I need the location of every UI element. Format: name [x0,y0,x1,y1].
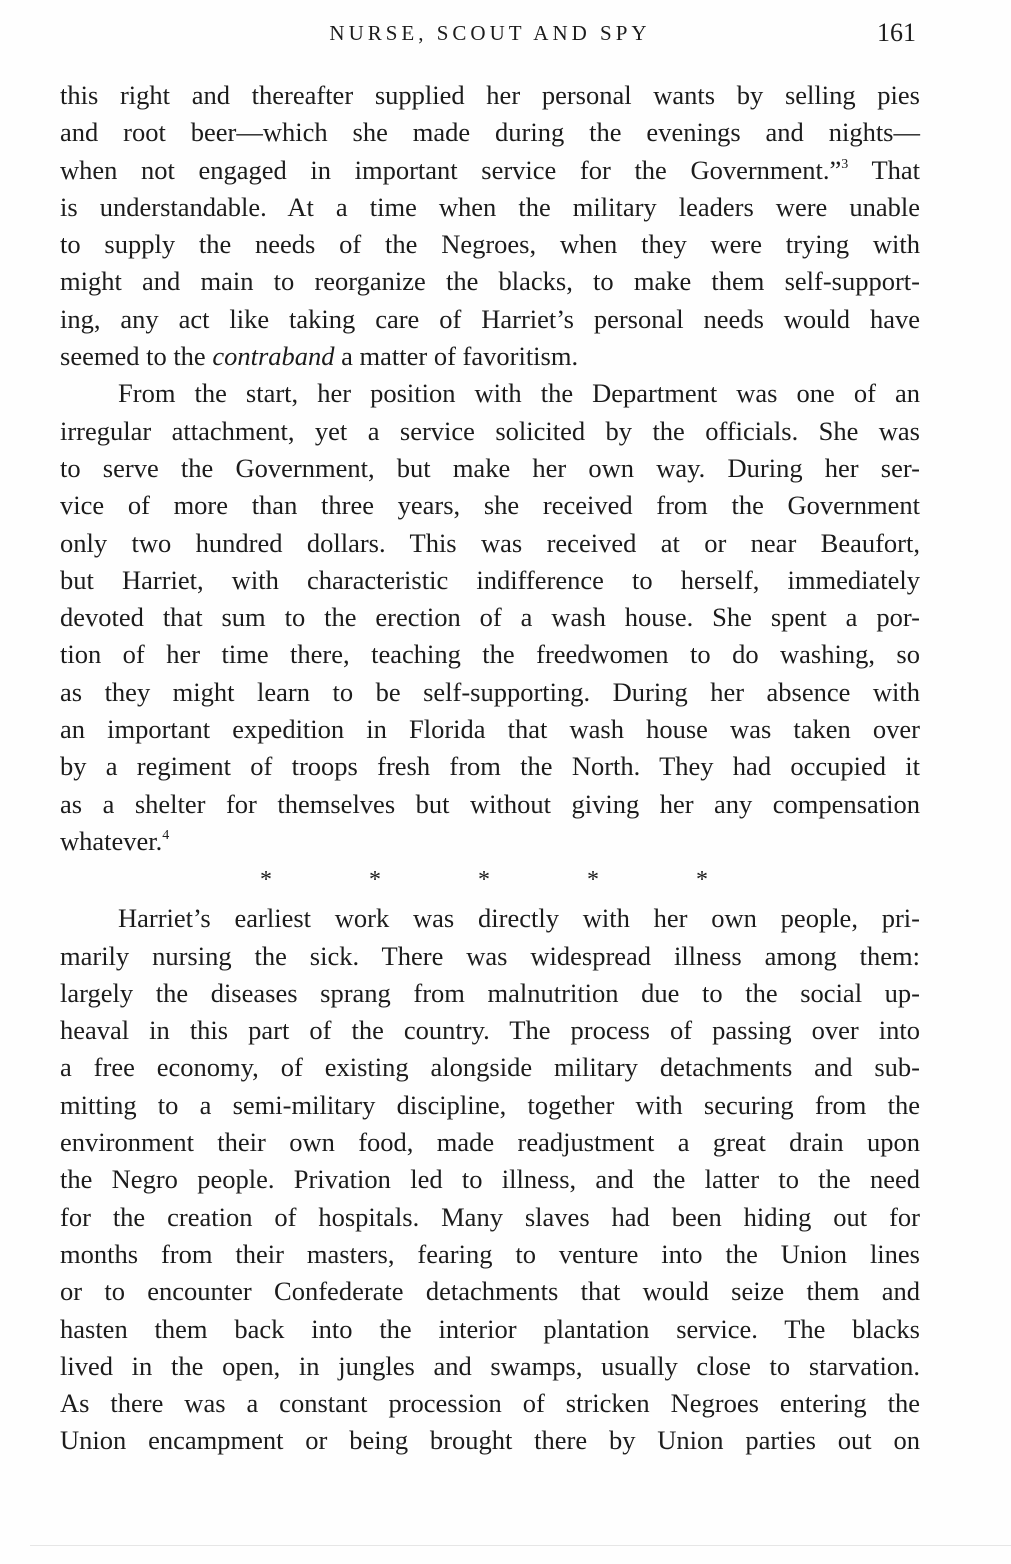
text-line: vice of more than three years, she received from the Government [60,490,920,521]
text-run: when not engaged in important service for the Government.” [60,154,842,185]
text-line: months from their masters, fearing to venture into the Union lines [60,1238,920,1269]
paragraph-2 [60,375,920,860]
text-line: an important expedition in Florida that wash house was taken over [60,714,920,745]
text-line: From the start, her position with the Department was one of an [118,378,920,409]
asterisk: * [478,867,490,894]
running-title: NURSE, SCOUT AND SPY [329,21,651,45]
text-line: irregular attachment, yet a service solicited by the officials. She was [60,415,920,446]
text-line: only two hundred dollars. This was received at or near Beaufort, [60,527,920,558]
text-line: Harriet’s earliest work was directly with her own people, pri- [118,903,920,934]
text-line: for the creation of hospitals. Many slaves had been hiding out for [60,1201,920,1232]
page-bottom-edge [30,1545,1011,1546]
footnote-ref: 4 [162,827,170,843]
text-line: lived in the open, in jungles and swamps, usually close to starvation. [60,1350,920,1381]
text-line [60,152,920,189]
text-line: as a shelter for themselves but without giving her any compensation [60,788,920,819]
asterisk: * [260,867,272,894]
text-line: environment their own food, made readjustment a great drain upon [60,1127,920,1158]
text-line: the Negro people. Privation led to illness, and the latter to the need [60,1164,920,1195]
text-line: is understandable. At a time when the military leaders were unable [60,191,920,222]
running-head [60,18,920,52]
text-run: That [871,154,920,185]
text-line: and root beer—which she made during the evenings and nights— [60,117,920,148]
text-run: whatever. [60,825,163,856]
text-line: this right and thereafter supplied her personal wants by selling pies [60,80,920,110]
text-line: Union encampment or being brought there by Union parties out on [60,1425,920,1456]
paragraph-3 [60,900,920,1459]
text-line: tion of her time there, teaching the freedwomen to do washing, so [60,639,920,670]
asterisk: * [369,867,381,894]
text-line: or to encounter Confederate detachments that would seize them and [60,1276,920,1307]
text-line: might and main to reorganize the blacks, to make them self-support- [60,266,920,297]
page-number: 161 [877,18,916,47]
text-run: a matter of favoritism. [341,341,579,372]
text-line: As there was a constant procession of stricken Negroes entering the [60,1388,920,1419]
text-run: seemed to the [60,341,206,372]
text-line: as they might learn to be self-supporting. During her absence with [60,676,920,707]
text-line: marily nursing the sick. There was widespread illness among them: [60,940,920,971]
text-line [60,338,920,375]
text-line: but Harriet, with characteristic indifference to herself, immediately [60,564,920,595]
text-line: to serve the Government, but make her own way. During her ser- [60,452,920,483]
text-line: a free economy, of existing alongside military detachments and sub- [60,1052,920,1083]
asterisk: * [587,867,599,894]
text-line: ing, any act like taking care of Harriet’s personal needs would have [60,303,920,334]
text-line: to supply the needs of the Negroes, when they were trying with [60,229,920,260]
text-line: devoted that sum to the erection of a wash house. She spent a por- [60,602,920,633]
text-line [60,823,920,860]
text-line: by a regiment of troops fresh from the North. They had occupied it [60,751,920,782]
body-text [60,77,920,1460]
text-line: heaval in this part of the country. The process of passing over into [60,1015,920,1046]
paragraph-1 [60,77,920,375]
asterisk: * [696,867,708,894]
text-line: mitting to a semi-military discipline, together with securing from the [60,1089,920,1120]
italic-term: contraband [212,341,335,372]
section-break [60,860,920,900]
text-line: hasten them back into the interior plantation service. The blacks [60,1313,920,1344]
text-line: largely the diseases sprang from malnutrition due to the social up- [60,977,920,1008]
footnote-ref: 3 [841,156,849,172]
